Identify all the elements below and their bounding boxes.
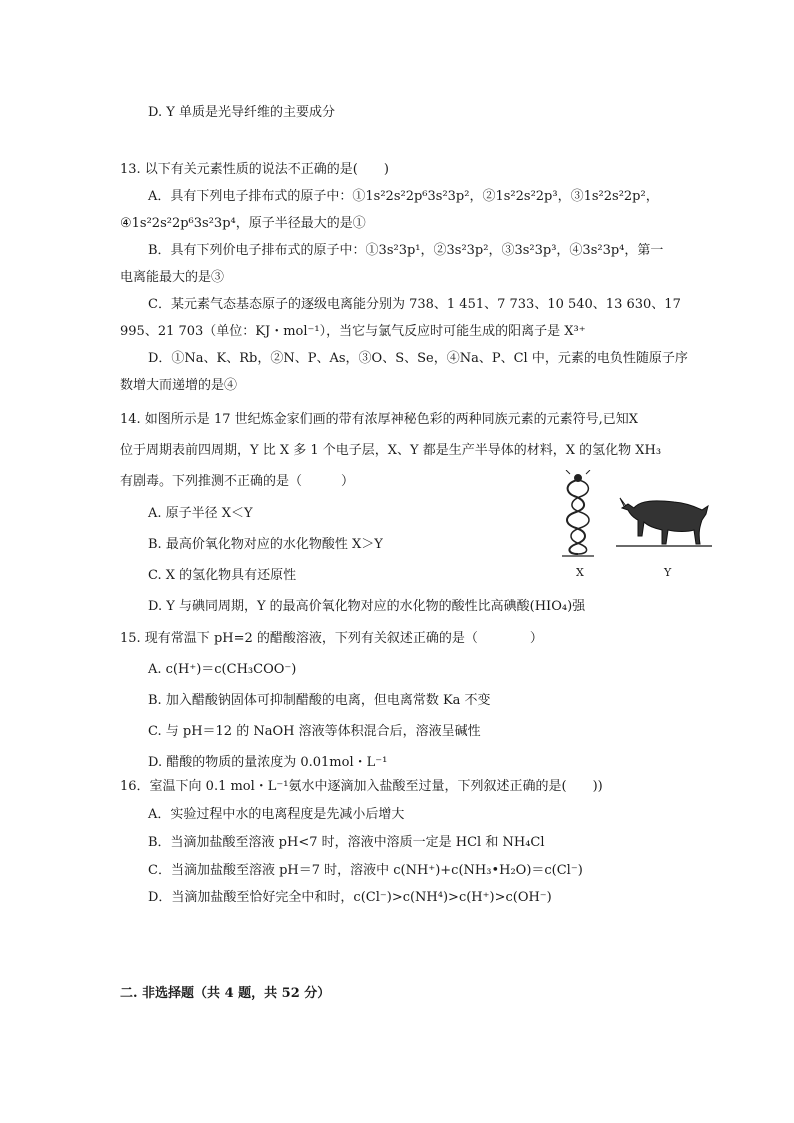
q15-stem: 15. 现有常温下 pH=2 的醋酸溶液，下列有关叙述正确的是（ ） xyxy=(120,631,543,646)
q12-option-d: D. Y 单质是光导纤维的主要成分 xyxy=(148,105,335,120)
q13-stem: 13. 以下有关元素性质的说法不正确的是( ) xyxy=(120,162,389,177)
figure-label-y: Y xyxy=(664,566,672,579)
q16-option-c: C．当滴加盐酸至溶液 pH＝7 时，溶液中 c(NH⁺)+c(NH₃•H₂O)＝c(Cl⁻) xyxy=(148,863,583,878)
q14-stem-line2: 位于周期表前四周期，Y 比 X 多 1 个电子层，X、Y 都是生产半导体的材料，X 的氢化物 XH₃ xyxy=(120,443,662,458)
q15-option-d: D. 醋酸的物质的量浓度为 0.01mol・L⁻¹ xyxy=(148,755,388,770)
q15-option-c: C. 与 pH＝12 的 NaOH 溶液等体积混合后，溶液呈碱性 xyxy=(148,724,481,739)
q15-option-b: B. 加入醋酸钠固体可抑制醋酸的电离，但电离常数 Ka 不变 xyxy=(148,693,491,708)
wolf-symbol-y xyxy=(616,498,712,546)
q13-option-b-line1: B．具有下列价电子排布式的原子中：①3s²3p¹，②3s²3p²，③3s²3p³，④3s²3p⁴，第一 xyxy=(148,243,664,258)
q13-a2-tail: ，原子半径最大的是① xyxy=(235,216,366,231)
q13-option-c-line1: C．某元素气态基态原子的逐级电离能分别为 738、1 451、7 733、10 540、13 630、17 xyxy=(148,297,681,312)
q16-option-b: B．当滴加盐酸至溶液 pH<7 时，溶液中溶质一定是 HCl 和 NH₄Cl xyxy=(148,835,545,850)
q14-option-b: B. 最高价氧化物对应的水化物酸性 X＞Y xyxy=(148,537,383,552)
q15-option-a: A. c(H⁺)＝c(CH₃COO⁻) xyxy=(148,662,297,677)
serpent-symbol-x xyxy=(562,470,594,556)
q14-option-c: C. X 的氢化物具有还原性 xyxy=(148,568,297,583)
q13-a1-config3: ③1s²2s²2p²， xyxy=(570,189,659,204)
q14-option-a: A. 原子半径 X＜Y xyxy=(148,506,253,521)
section-2-title: 二. 非选择题（共 4 题，共 52 分） xyxy=(120,986,331,1001)
figure-label-x: X xyxy=(576,566,584,579)
q16-option-a: A．实验过程中水的电离程度是先减小后增大 xyxy=(148,807,405,822)
q16-option-d: D．当滴加盐酸至恰好完全中和时，c(Cl⁻)>c(NH⁴)>c(H⁺)>c(OH⁻) xyxy=(148,890,552,905)
q13-a1-prefix: A．具有下列电子排布式的原子中： xyxy=(148,189,353,204)
q14-stem-line3: 有剧毒。下列推测不正确的是（ ） xyxy=(120,474,355,489)
q13-option-d-line1: D．①Na、K、Rb，②N、P、As，③O、S、Se，④Na、P、Cl 中，元素的电负性随原子序 xyxy=(148,351,688,366)
q13-a1-config1: ①1s²2s²2p⁶3s²3p²， xyxy=(352,189,483,204)
q13-option-d-line2: 数增大而递增的是④ xyxy=(120,378,238,393)
alchemy-symbols-figure xyxy=(556,470,716,585)
q16-stem: 16．室温下向 0.1 mol・L⁻¹氨水中逐滴加入盐酸至过量，下列叙述正确的是( )) xyxy=(120,779,603,794)
q13-option-a-line1 xyxy=(148,188,659,206)
q13-option-c-line2: 995、21 703（单位：KJ・mol⁻¹），当它与氯气反应时可能生成的阳离子是 X³⁺ xyxy=(120,324,586,339)
q13-option-b-line2: 电离能最大的是③ xyxy=(120,270,225,285)
alchemy-illustration xyxy=(556,470,716,565)
q14-stem-line1: 14. 如图所示是 17 世纪炼金家们画的带有浓厚神秘色彩的两种同族元素的元素符号,已知X xyxy=(120,412,639,427)
q14-option-d: D. Y 与碘同周期，Y 的最高价氧化物对应的水化物的酸性比高碘酸(HIO₄)强 xyxy=(148,599,586,614)
q13-option-a-line2 xyxy=(120,215,366,233)
q13-a1-config2: ②1s²2s²2p³， xyxy=(482,189,571,204)
q13-a2-config4: ④1s²2s²2p⁶3s²3p⁴ xyxy=(120,216,236,231)
